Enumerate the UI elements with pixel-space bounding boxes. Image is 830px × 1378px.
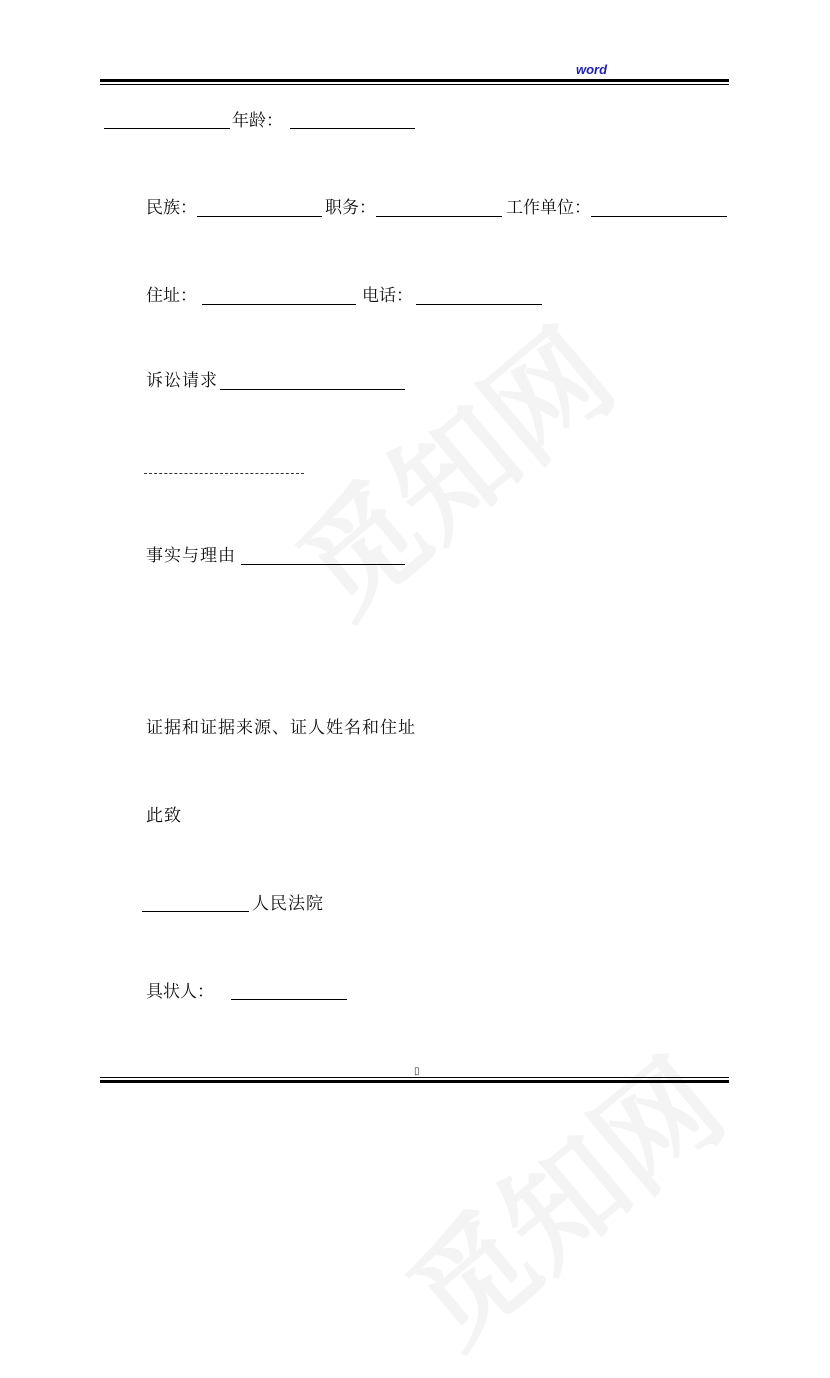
court-suffix: 人民法院 [252, 894, 324, 914]
facts-label: 事实与理由 [146, 546, 236, 566]
ethnicity-blank [197, 216, 322, 217]
plaintiff-label: 具状人： [146, 982, 214, 1002]
header-rule-thick [100, 79, 729, 82]
court-blank [142, 911, 249, 912]
claims-blank [220, 389, 405, 390]
position-label: 职务： [325, 198, 376, 218]
ethnicity-label: 民族： [146, 198, 197, 218]
position-blank [376, 216, 502, 217]
closing-text: 此致 [146, 806, 182, 826]
evidence-label: 证据和证据来源、证人姓名和住址 [146, 718, 416, 738]
facts-blank [241, 564, 405, 565]
header-rule-thin [100, 84, 729, 85]
age-blank [290, 128, 415, 129]
claims-label: 诉讼请求 [146, 371, 218, 391]
address-label: 住址： [146, 286, 197, 306]
phone-blank [416, 304, 542, 305]
employer-blank [591, 216, 727, 217]
page-marker: ▯ [414, 1066, 420, 1077]
employer-label: 工作单位： [506, 198, 591, 218]
watermark [257, 284, 643, 647]
phone-label: 电话： [362, 286, 413, 306]
address-blank [202, 304, 356, 305]
plaintiff-blank [231, 999, 347, 1000]
claims-continuation-blank [144, 473, 304, 474]
footer-rule-thin [100, 1077, 729, 1078]
header-label: word [576, 62, 608, 77]
age-label: 年龄： [232, 111, 283, 131]
name-blank [104, 128, 230, 129]
footer-rule-thick [100, 1080, 729, 1083]
watermark-bottom [367, 1014, 753, 1377]
